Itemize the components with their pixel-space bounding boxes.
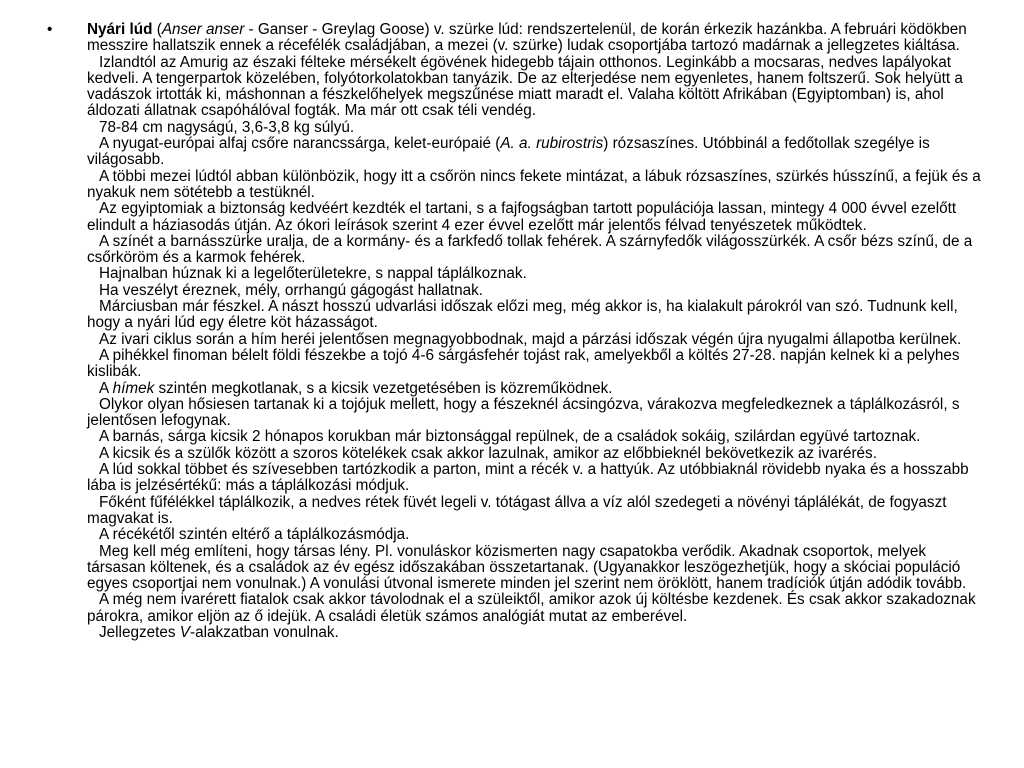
paragraph-alarm-call: Ha veszélyt éreznek, mély, orrhangú gágogást hallatnak. bbox=[99, 281, 484, 299]
paragraph-eggs: A pihékkel finoman bélelt földi fészekbe a tojó 4-6 sárgásfehér tojást rak, amelyekből a költés 27-28. napján kelnek ki a pelyhes kislibák. bbox=[87, 346, 960, 381]
paragraph-feeding-time: Hajnalban húznak ki a legelőterületekre, s nappal táplálkoznak. bbox=[99, 265, 527, 283]
bullet-marker: • bbox=[47, 21, 53, 38]
paragraph-differences: A többi mezei lúdtól abban különbözik, hogy itt a csőrön nincs fekete mintázat, a lábuk rózsaszínes, szürkés hússzínű, a fejük és a nyakuk nem sötétebb a testüknél. bbox=[87, 167, 981, 201]
paragraph-domestication: Az egyiptomiak a biztonság kedvéért kezdték el tartani, s a fajfogságban tartott populációja lassan, mintegy 4 000 évvel ezelőtt elindult a háziasodás útján. Az ókori leírások szerint 4 ezer évvel ezelőtt már jelentős félvad tenyészetek működtek. bbox=[87, 200, 957, 234]
formation-text-a: Jellegzetes bbox=[99, 623, 180, 641]
males-text-b: szintén megkotlanak, s a kicsik vezetgetésében is közreműködnek. bbox=[154, 379, 613, 397]
intro-paragraph: Nyári lúd (Anser anser - Ganser - Greylag Goose) v. szürke lúd: rendszertelenül, de korán érkezik hazánkba. A februári ködökben messzire hallatszik ennek a récefélék családjában, a mezei (v. szürke) ludak csoportjába tartozó madárnak a jellegzetes kiáltása. bbox=[87, 21, 967, 55]
paragraph-young: A még nem ivarérett fiatalok csak akkor távolodnak el a szüleiktől, amikor azok új költésbe kezdenek. És csak akkor szakadoznak párokra, amikor eljön az ő idejük. A családi életük számos analógiát mutat az emberével. bbox=[87, 591, 976, 625]
intro-text: - Ganser - Greylag Goose) v. szürke lúd: rendszertelenül, de korán érkezik hazánkba. A februári ködökben messzire hallatszik ennek a récefélék családjában, a mezei (v. szürke) ludak csoportjába tartozó madárnak a jellegzetes kiáltása. bbox=[87, 21, 967, 55]
paragraph-goslings: A barnás, sárga kicsik 2 hónapos korukban már biztonsággal repülnek, de a családok sokáig, szilárdan együvé tartoznak. bbox=[99, 428, 921, 446]
paragraph-formation bbox=[87, 625, 987, 641]
entry-title: Nyári lúd bbox=[87, 21, 153, 38]
formation-text-b: -alakzatban vonulnak. bbox=[189, 623, 339, 641]
paragraph-sexual-cycle: Az ivari ciklus során a hím heréi jelentősen megnagyobbodnak, majd a párzási időszak végén újra nyugalmi állapotba kerülnek. bbox=[99, 330, 962, 348]
paragraph-subspecies bbox=[87, 136, 987, 169]
subspecies-latin: A. a. rubirostris bbox=[500, 135, 604, 153]
subspecies-text-a: A nyugat-európai alfaj csőre narancssárga, kelet-európaié ( bbox=[99, 135, 501, 153]
males-text-a: A bbox=[99, 379, 113, 397]
paragraph-family-bonds: A kicsik és a szülők között a szoros kötelékek csak akkor lazulnak, amikor az előbbieknél bekövetkezik az ivarérés. bbox=[99, 444, 877, 462]
paragraph-shore: A lúd sokkal többet és szívesebben tartózkodik a parton, mint a récék v. a hattyúk. Az utóbbiaknál rövidebb nyaka és a hosszabb lába is jelzésértékű: más a táplálkozási módjuk. bbox=[87, 461, 969, 495]
paragraph-devotion: Olykor olyan hősiesen tartanak ki a tojójuk mellett, hogy a fészeknél ácsingózva, várakozva megfeledkeznek a táplálkozásról, s jelentősen lefogynak. bbox=[87, 395, 960, 430]
formation-emphasis: V bbox=[179, 623, 190, 641]
paragraph-distribution: Izlandtól az Amurig az északi félteke mérsékelt égövének hidegebb tájain otthonos. Leginkább a mocsaras, nedves lapályokat kedveli. A tengerpartok közelében, folyótorkolatokban tanyázik. De az elterjedése nem egyenletes, hanem foltszerű. Sok helyütt a vadászok irtották ki, máshonnan a fészkelőhelyek megszűnése miatt maradt el. Valaha költött Afrikában (Egyiptomban) is, ahol áldozati állatnak csapóhálóval fogták. Ma már ott csak téli vendég. bbox=[87, 53, 963, 120]
paragraph-males bbox=[87, 381, 987, 397]
paragraph-size: 78-84 cm nagyságú, 3,6-3,8 kg súlyú. bbox=[99, 118, 355, 136]
paragraph-feeding-mode: A récékétől szintén eltérő a táplálkozásmódja. bbox=[99, 526, 410, 544]
paragraph-coloration: A színét a barnásszürke uralja, de a kormány- és a farkfedő tollak fehérek. A szárnyfedők világosszürkék. A csőr bézs színű, de a csőrköröm és a karmok fehérek. bbox=[87, 232, 973, 267]
paragraph-nesting: Márciusban már fészkel. A nászt hosszú udvarlási időszak előzi meg, még akkor is, ha kialakult párokról van szó. Tudnunk kell, hogy a nyári lúd egy életre köt házasságot. bbox=[87, 298, 958, 332]
subspecies-text-b: ) rózsaszínes. Utóbbinál a fedőtollak szegélye is világosabb. bbox=[87, 135, 930, 169]
paragraph-social: Meg kell még említeni, hogy társas lény. Pl. vonuláskor közismerten nagy csapatokba verődik. Akadnak csoportok, melyek társasan költenek, és a családok az év egész időszakában összetartanak. (Ugyanakkor leszögezhetjük, hogy a skóciai populáció egyes csoportjai nem vonulnak.) A vonulási útvonal ismerete minden jel szerint nem öröklött, hanem tradíciók útján adódik tovább. bbox=[87, 542, 967, 593]
males-emphasis: hímek bbox=[112, 379, 155, 397]
latin-name: Anser anser bbox=[161, 21, 245, 38]
paragraph-diet: Főként fűfélékkel táplálkozik, a nedves rétek füvét legeli v. tótágast állva a víz alól szedegeti a növényi táplálékát, de fogyaszt magvakat is. bbox=[87, 493, 947, 527]
bullet-list-item bbox=[47, 21, 987, 641]
